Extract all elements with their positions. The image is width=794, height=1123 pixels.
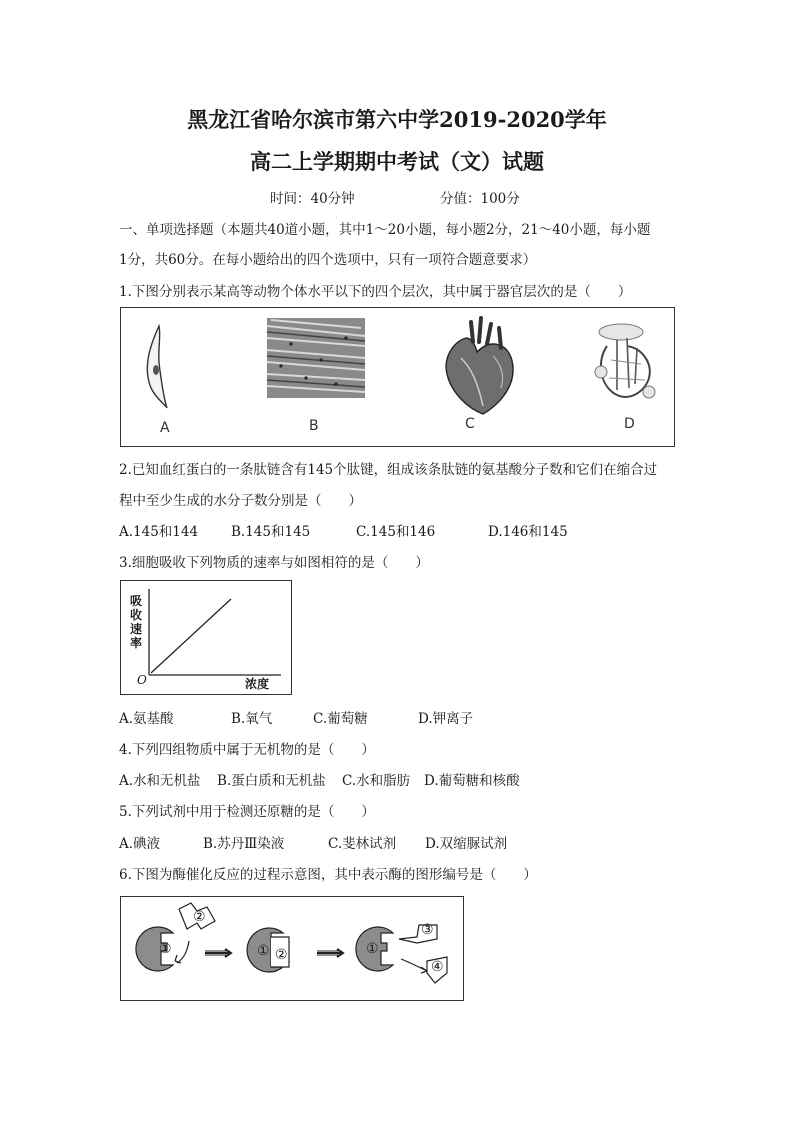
substrate-mark-2b: ②: [275, 947, 288, 963]
page-title: 黑龙江省哈尔滨市第六中学2019-2020学年: [187, 107, 607, 132]
exam-score: 分值：100分: [440, 191, 520, 207]
question-4-option-d: D.葡萄糖和核酸: [424, 773, 520, 789]
question-4-stem: 4.下列四组物质中属于无机物的是（ ）: [119, 742, 375, 758]
question-2-option-d: D.146和145: [488, 524, 568, 540]
enzyme-reaction-diagram: [121, 897, 463, 1000]
option-a-label: A: [160, 420, 170, 436]
question-4-option-b: B.蛋白质和无机盐: [217, 773, 326, 789]
question-2-option-a: A.145和144: [119, 524, 199, 540]
enzyme-mark-1b: ①: [257, 943, 270, 959]
question-2-stem-cont: 程中至少生成的水分子数分别是（ ）: [119, 493, 362, 509]
question-5-option-b: B.苏丹Ⅲ染液: [203, 836, 285, 852]
question-6-figure: [120, 896, 464, 1001]
linear-rate-line: [151, 599, 231, 673]
question-3-option-d: D.钾离子: [418, 711, 474, 727]
enzyme-mark-1c: ①: [366, 941, 379, 957]
graph-x-axis-label: 浓度: [245, 677, 270, 691]
question-6-stem: 6.下图为酶催化反应的过程示意图，其中表示酶的图形编号是（ ）: [119, 867, 537, 883]
product-mark-3: ③: [421, 922, 434, 938]
graph-origin-label: O: [137, 673, 147, 687]
circulatory-system-image: [595, 324, 655, 398]
muscle-tissue-image: [267, 318, 365, 398]
question-2-stem: 2.已知血红蛋白的一条肽链含有145个肽键，组成该条肽链的氨基酸分子数和它们在缩合过: [119, 462, 658, 478]
enzyme-mark-1: ①: [159, 941, 172, 957]
option-c-label: C: [465, 416, 475, 432]
question-3-stem: 3.细胞吸收下列物质的速率与如图相符的是（ ）: [119, 555, 429, 571]
question-5-option-a: A.碘液: [119, 836, 161, 852]
question-1-figure: [120, 307, 675, 447]
question-5-option-d: D.双缩脲试剂: [425, 836, 508, 852]
option-d-label: D: [624, 416, 635, 432]
exam-time: 时间：40分钟: [270, 191, 355, 207]
question-1-stem: 1.下图分别表示某高等动物个体水平以下的四个层次，其中属于器官层次的是（ ）: [119, 284, 632, 300]
question-4-option-a: A.水和无机盐: [119, 773, 201, 789]
question-3-graph: [120, 580, 292, 695]
option-b-label: B: [309, 418, 319, 434]
heart-image: [446, 318, 513, 414]
question-3-option-a: A.氨基酸: [119, 711, 174, 727]
question-1-illustrations: [121, 308, 674, 446]
substrate-mark-2: ②: [193, 909, 206, 925]
muscle-cell-image: [147, 326, 167, 408]
question-3-option-c: C.葡萄糖: [313, 711, 368, 727]
question-5-option-c: C.斐林试剂: [328, 836, 397, 852]
page-subtitle: 高二上学期期中考试（文）试题: [250, 149, 544, 174]
section-heading: 一、单项选择题（本题共40道小题，其中1～20小题，每小题2分，21～40小题，每小题: [119, 222, 651, 238]
question-3-option-b: B.氧气: [231, 711, 273, 727]
question-2-option-b: B.145和145: [231, 524, 311, 540]
question-2-option-c: C.145和146: [356, 524, 436, 540]
section-heading-cont: 1分，共60分。在每小题给出的四个选项中，只有一项符合题意要求）: [119, 252, 537, 268]
question-4-option-c: C.水和脂肪: [342, 773, 411, 789]
graph-y-axis-label: 吸 收 速 率: [130, 594, 143, 650]
product-mark-4: ④: [431, 959, 444, 975]
question-5-stem: 5.下列试剂中用于检测还原糖的是（ ）: [119, 804, 375, 820]
